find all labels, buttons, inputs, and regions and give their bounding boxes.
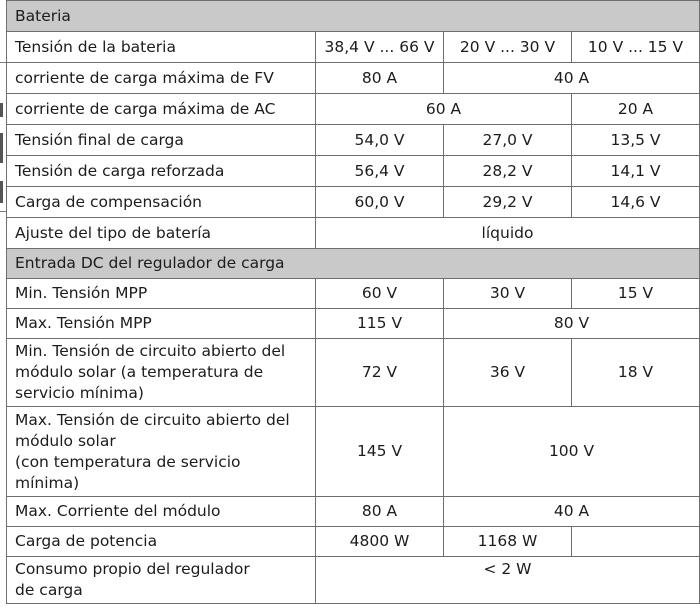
table-row: [7, 279, 700, 309]
section-title-battery: Bateria: [7, 1, 700, 32]
row-label: Carga de potencia: [7, 527, 316, 557]
row-label: [7, 407, 316, 497]
specifications-table: [6, 0, 700, 604]
cell-value: 80 A: [316, 63, 444, 94]
cell-value: 40 A: [444, 497, 700, 527]
table-row: [7, 63, 700, 94]
row-label: Max. Tensión MPP: [7, 309, 316, 339]
cell-value: 38,4 V ... 66 V: [316, 32, 444, 63]
row-label: Carga de compensación: [7, 187, 316, 218]
cell-value: 100 V: [444, 407, 700, 497]
table-row: [7, 94, 700, 125]
cell-value: 27,0 V: [444, 125, 572, 156]
cell-value: 56,4 V: [316, 156, 444, 187]
row-label-line: Min. Tensión de circuito abierto del: [15, 342, 286, 360]
table-row: [7, 309, 700, 339]
row-label-line: módulo solar: [15, 431, 116, 450]
table-row: [7, 187, 700, 218]
cell-value: 54,0 V: [316, 125, 444, 156]
cell-value: 20 V ... 30 V: [444, 32, 572, 63]
table-row: [7, 156, 700, 187]
row-label: Tensión de carga reforzada: [7, 156, 316, 187]
cell-value: 80 V: [444, 309, 700, 339]
row-label-line: módulo solar (a temperatura de: [15, 363, 264, 381]
row-label-line: mínima): [15, 473, 80, 492]
cell-value: 14,1 V: [572, 156, 700, 187]
cell-value: 1168 W: [444, 527, 572, 557]
row-label-line: Consumo propio del regulador: [15, 560, 250, 578]
cell-value: 60 V: [316, 279, 444, 309]
row-label: [7, 557, 316, 604]
cell-value: líquido: [316, 218, 700, 249]
section-header-row: [7, 1, 700, 32]
table-row: [7, 339, 700, 407]
table-row: [7, 407, 700, 497]
cell-value: < 2 W: [316, 557, 700, 604]
row-label-line: de carga: [15, 581, 83, 599]
row-label-line: servicio mínima): [15, 384, 144, 402]
cell-value: 15 V: [572, 279, 700, 309]
cell-value: 14,6 V: [572, 187, 700, 218]
table-row: [7, 527, 700, 557]
cell-value: 20 A: [572, 94, 700, 125]
row-label: Tensión final de carga: [7, 125, 316, 156]
edge-tick: [0, 181, 3, 203]
cell-value: 115 V: [316, 309, 444, 339]
cell-value: [572, 527, 700, 557]
cell-value: 29,2 V: [444, 187, 572, 218]
edge-tick: [0, 103, 3, 117]
cell-value: 30 V: [444, 279, 572, 309]
cell-value: 18 V: [572, 339, 700, 407]
cell-value: 36 V: [444, 339, 572, 407]
cell-value: 4800 W: [316, 527, 444, 557]
table-row: [7, 32, 700, 63]
table-row: [7, 557, 700, 604]
row-label: Min. Tensión MPP: [7, 279, 316, 309]
row-label: corriente de carga máxima de FV: [7, 63, 316, 94]
table-row: [7, 218, 700, 249]
cell-value: 28,2 V: [444, 156, 572, 187]
cell-value: 80 A: [316, 497, 444, 527]
edge-tick: [0, 133, 3, 163]
section-title-dc-input: Entrada DC del regulador de carga: [7, 249, 700, 279]
cell-value: 13,5 V: [572, 125, 700, 156]
cell-value: 60,0 V: [316, 187, 444, 218]
section-header-row: [7, 249, 700, 279]
cell-value: 145 V: [316, 407, 444, 497]
row-label: Max. Corriente del módulo: [7, 497, 316, 527]
row-label-line: (con temperatura de servicio: [15, 452, 241, 471]
row-label: Ajuste del tipo de batería: [7, 218, 316, 249]
table-row: [7, 497, 700, 527]
row-label: corriente de carga máxima de AC: [7, 94, 316, 125]
cell-value: 72 V: [316, 339, 444, 407]
cell-value: 10 V ... 15 V: [572, 32, 700, 63]
cell-value: 40 A: [444, 63, 700, 94]
row-label: Tensión de la bateria: [7, 32, 316, 63]
row-label-line: Max. Tensión de circuito abierto del: [15, 410, 290, 429]
cell-value: 60 A: [316, 94, 572, 125]
row-label: [7, 339, 316, 407]
table-row: [7, 125, 700, 156]
